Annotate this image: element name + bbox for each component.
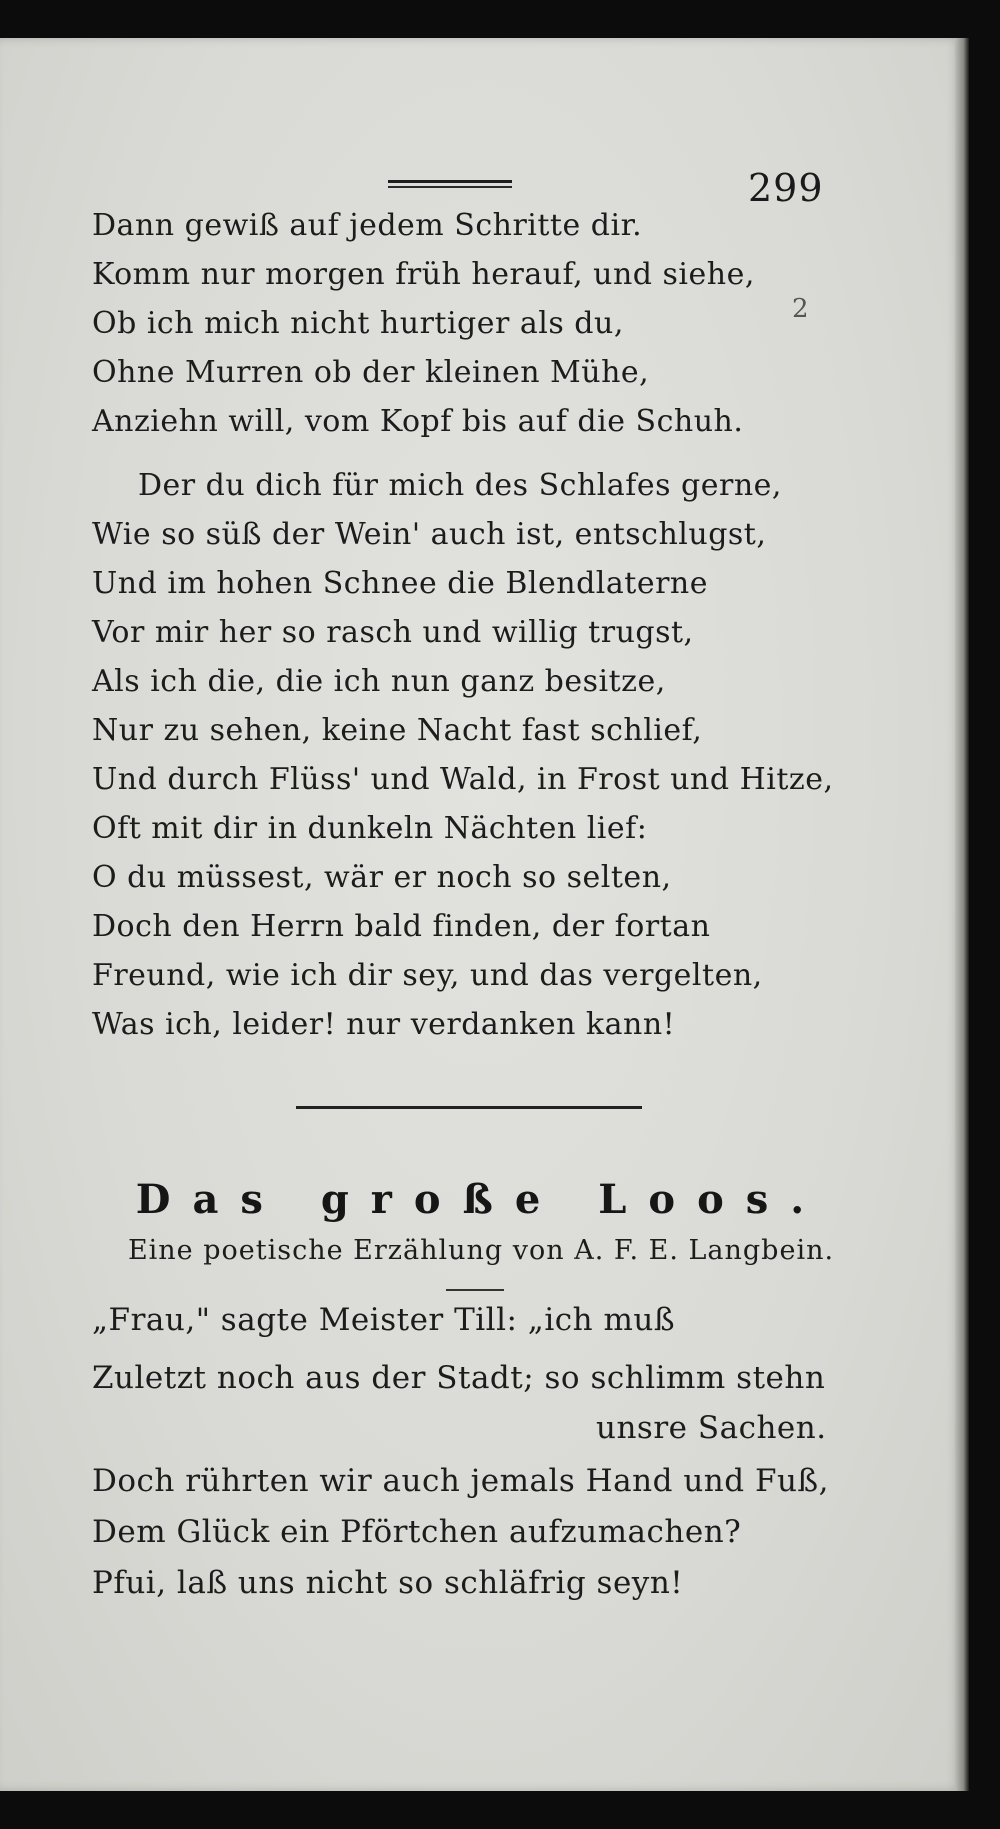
verse-line: Der du dich für mich des Schlafes gerne, — [138, 468, 782, 503]
verse-line: Anziehn will, vom Kopf bis auf die Schuh. — [92, 404, 744, 439]
verse-line: Und im hohen Schnee die Blendlaterne — [92, 566, 708, 601]
verse-line: Nur zu sehen, keine Nacht fast schlief, — [92, 713, 703, 748]
verse-line: Vor mir her so rasch und willig trugst, — [92, 615, 694, 650]
header-ornament — [388, 180, 512, 190]
ornament-line-top — [388, 180, 512, 183]
verse-line: Dann gewiß auf jedem Schritte dir. — [92, 208, 643, 243]
paper-page — [0, 38, 962, 1791]
verse-line: Oft mit dir in dunkeln Nächten lief: — [92, 811, 648, 846]
verse-line: Freund, wie ich dir sey, und das vergelten, — [92, 958, 763, 993]
verse-line: Dem Glück ein Pförtchen aufzumachen? — [92, 1514, 742, 1550]
margin-mark: 2 — [792, 294, 809, 324]
page-number: 299 — [748, 166, 824, 210]
verse-line: unsre Sachen. — [596, 1410, 827, 1446]
verse-line: Pfui, laß uns nicht so schläfrig seyn! — [92, 1565, 684, 1601]
verse-line: Ohne Murren ob der kleinen Mühe, — [92, 355, 650, 390]
verse-line: „Frau," sagte Meister Till: „ich muß — [92, 1302, 676, 1338]
title-rule — [446, 1289, 504, 1291]
verse-line: Was ich, leider! nur verdanken kann! — [92, 1007, 676, 1042]
verse-line: Und durch Flüss' und Wald, in Frost und Hitze, — [92, 762, 834, 797]
verse-line: Komm nur morgen früh herauf, und siehe, — [92, 257, 755, 292]
verse-line: Als ich die, die ich nun ganz besitze, — [92, 664, 666, 699]
poem-title: Das große Loos. — [135, 1176, 827, 1223]
page-edge-shadow — [955, 38, 969, 1791]
verse-line: Zuletzt noch aus der Stadt; so schlimm stehn — [92, 1360, 826, 1396]
verse-line: Doch den Herrn bald finden, der fortan — [92, 909, 711, 944]
ornament-line-bottom — [388, 186, 512, 188]
verse-line: Wie so süß der Wein' auch ist, entschlugst, — [92, 517, 767, 552]
section-divider — [296, 1106, 642, 1109]
verse-line: Doch rührten wir auch jemals Hand und Fuß, — [92, 1463, 829, 1499]
verse-line: O du müssest, wär er noch so selten, — [92, 860, 672, 895]
poem-subtitle: Eine poetische Erzählung von A. F. E. Langbein. — [127, 1235, 835, 1266]
verse-line: Ob ich mich nicht hurtiger als du, — [92, 306, 624, 341]
